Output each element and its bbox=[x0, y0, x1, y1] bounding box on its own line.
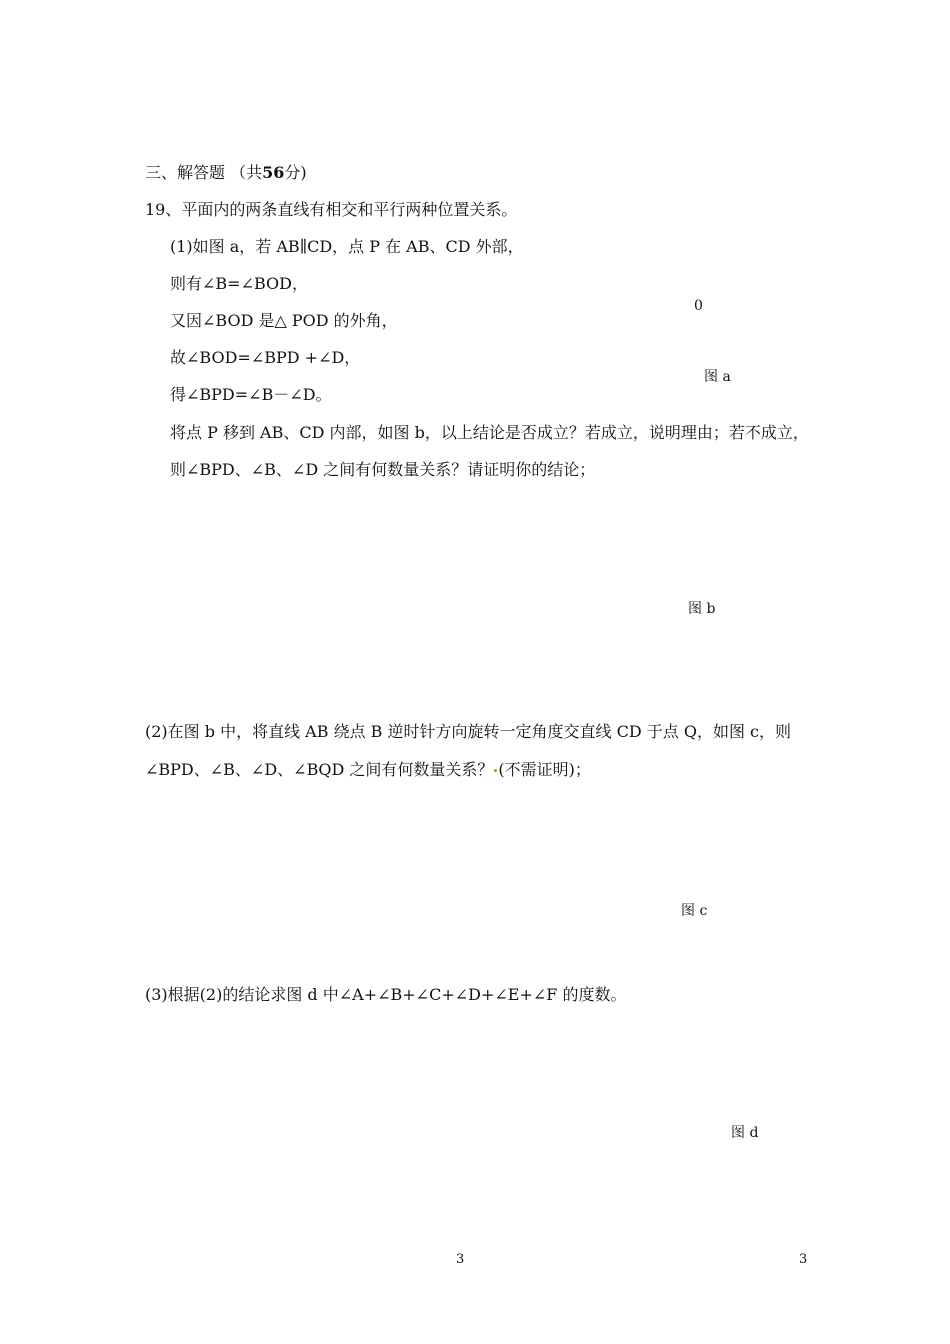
part2-line2-note: (不需证明)； bbox=[498, 760, 591, 779]
figure-a-point-label: 0 bbox=[694, 298, 703, 314]
section-title-prefix: 三、解答题 （共 bbox=[145, 163, 263, 182]
figure-b-caption: 图 b bbox=[688, 601, 716, 617]
part1-line4: 故∠BOD=∠BPD +∠D， bbox=[170, 348, 361, 367]
part2-line2 bbox=[145, 760, 591, 780]
section-title-suffix: 分) bbox=[284, 163, 307, 182]
part2-line1: (2)在图 b 中，将直线 AB 绕点 B 逆时针方向旋转一定角度交直线 CD 于点 Q，如图 c，则 bbox=[145, 722, 791, 741]
section-title-score: 56 bbox=[262, 163, 285, 182]
part1-line5: 得∠BPD=∠B－∠D。 bbox=[170, 385, 332, 404]
part1-line7: 则∠BPD、∠B、∠D 之间有何数量关系？请证明你的结论； bbox=[170, 460, 596, 479]
figure-d-caption: 图 d bbox=[731, 1125, 759, 1141]
part1-line6: 将点 P 移到 AB、CD 内部，如图 b，以上结论是否成立？若成立，说明理由；若不成立， bbox=[170, 423, 809, 442]
part1-line3: 又因∠BOD 是△ POD 的外角， bbox=[170, 311, 398, 330]
part1-line1: (1)如图 a，若 AB∥CD，点 P 在 AB、CD 外部， bbox=[170, 237, 524, 256]
section-title bbox=[145, 163, 307, 183]
page-number-left: 3 bbox=[456, 1252, 465, 1267]
stray-mark-icon bbox=[494, 769, 497, 772]
page-number-right: 3 bbox=[799, 1252, 808, 1267]
part3-line1: (3)根据(2)的结论求图 d 中∠A+∠B+∠C+∠D+∠E+∠F 的度数。 bbox=[145, 985, 627, 1004]
figure-a-caption: 图 a bbox=[704, 369, 731, 385]
part2-line2-question: ∠BPD、∠B、∠D、∠BQD 之间有何数量关系？ bbox=[145, 760, 494, 779]
figure-c-caption: 图 c bbox=[681, 903, 708, 919]
part1-line2: 则有∠B=∠BOD， bbox=[170, 274, 308, 293]
question-19-intro: 19、平面内的两条直线有相交和平行两种位置关系。 bbox=[145, 200, 518, 219]
